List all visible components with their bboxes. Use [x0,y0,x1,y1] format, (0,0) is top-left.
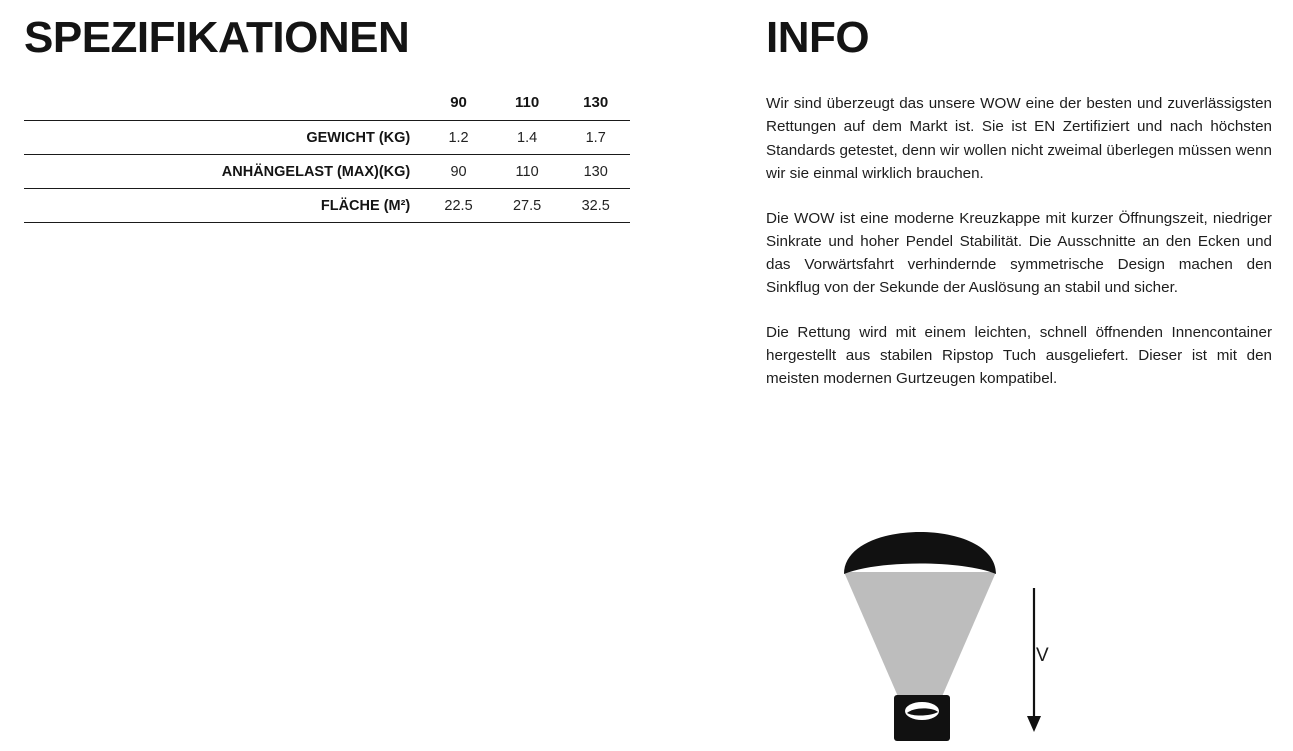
velocity-arrow-head [1027,716,1041,732]
canopy-icon [844,532,996,574]
row-label-area: FLÄCHE (M²) [320,197,411,214]
page-title: SPEZIFIKATIONEN [24,13,410,62]
row-label-weight: GEWICHT (KG) [306,129,411,146]
cell-area-90: 22.5 [444,197,473,214]
table-row [24,121,630,155]
table-header-size-90: 90 [450,94,467,112]
specifications-section [24,0,724,223]
table-body [24,121,630,223]
cell-weight-90: 1.2 [448,129,469,146]
table-row [24,155,630,189]
velocity-label: V [1036,645,1049,666]
table-header-size-130: 130 [583,94,609,112]
info-paragraph-3: Die Rettung wird mit einem leichten, schnell öffnenden Innencontainer hergestellt aus stabilen Ripstop Tuch ausgeliefert. Dieser ist mit den meisten modernen Gurtzeugen kompatibel. [766,324,1272,388]
cell-weight-110: 1.4 [517,129,538,146]
table-header [24,94,630,121]
table-row [24,189,630,223]
parachute-diagram [766,510,1106,740]
specifications-table [24,94,630,223]
cell-weight-130: 1.7 [585,129,606,146]
info-title: INFO [766,13,870,62]
cell-max-load-110: 110 [515,163,539,180]
cell-area-130: 32.5 [581,197,610,214]
info-section [766,0,1272,412]
cell-area-110: 27.5 [512,197,542,214]
table-header-row [24,94,630,121]
row-label-max-load: ANHÄNGELAST (MAX)(KG) [221,163,411,180]
table-header-label [24,94,424,121]
suspension-lines-shape [844,572,996,715]
info-paragraph-1: Wir sind überzeugt das unsere WOW eine der besten und zuverlässigsten Rettungen auf dem Markt ist. Sie ist EN Zertifiziert und nach höchsten Standards getestet, denn wir wollen nicht zweimal überlegen müssen wenn wir sie einmal wirklich brauchen. [766,95,1272,182]
table-header-size-110: 110 [515,94,540,112]
info-paragraph-2: Die WOW ist eine moderne Kreuzkappe mit kurzer Öffnungszeit, niedriger Sinkrate und hoher Pendel Stabilität. Die Ausschnitte an den Ecken und das Vorwärtsfahrt verhindernde symmetrische Design machen den Sinkflug von der Sekunde der Auslösung an stabil und sicher. [766,209,1272,297]
cell-max-load-130: 130 [583,163,608,180]
cell-max-load-90: 90 [450,163,467,180]
